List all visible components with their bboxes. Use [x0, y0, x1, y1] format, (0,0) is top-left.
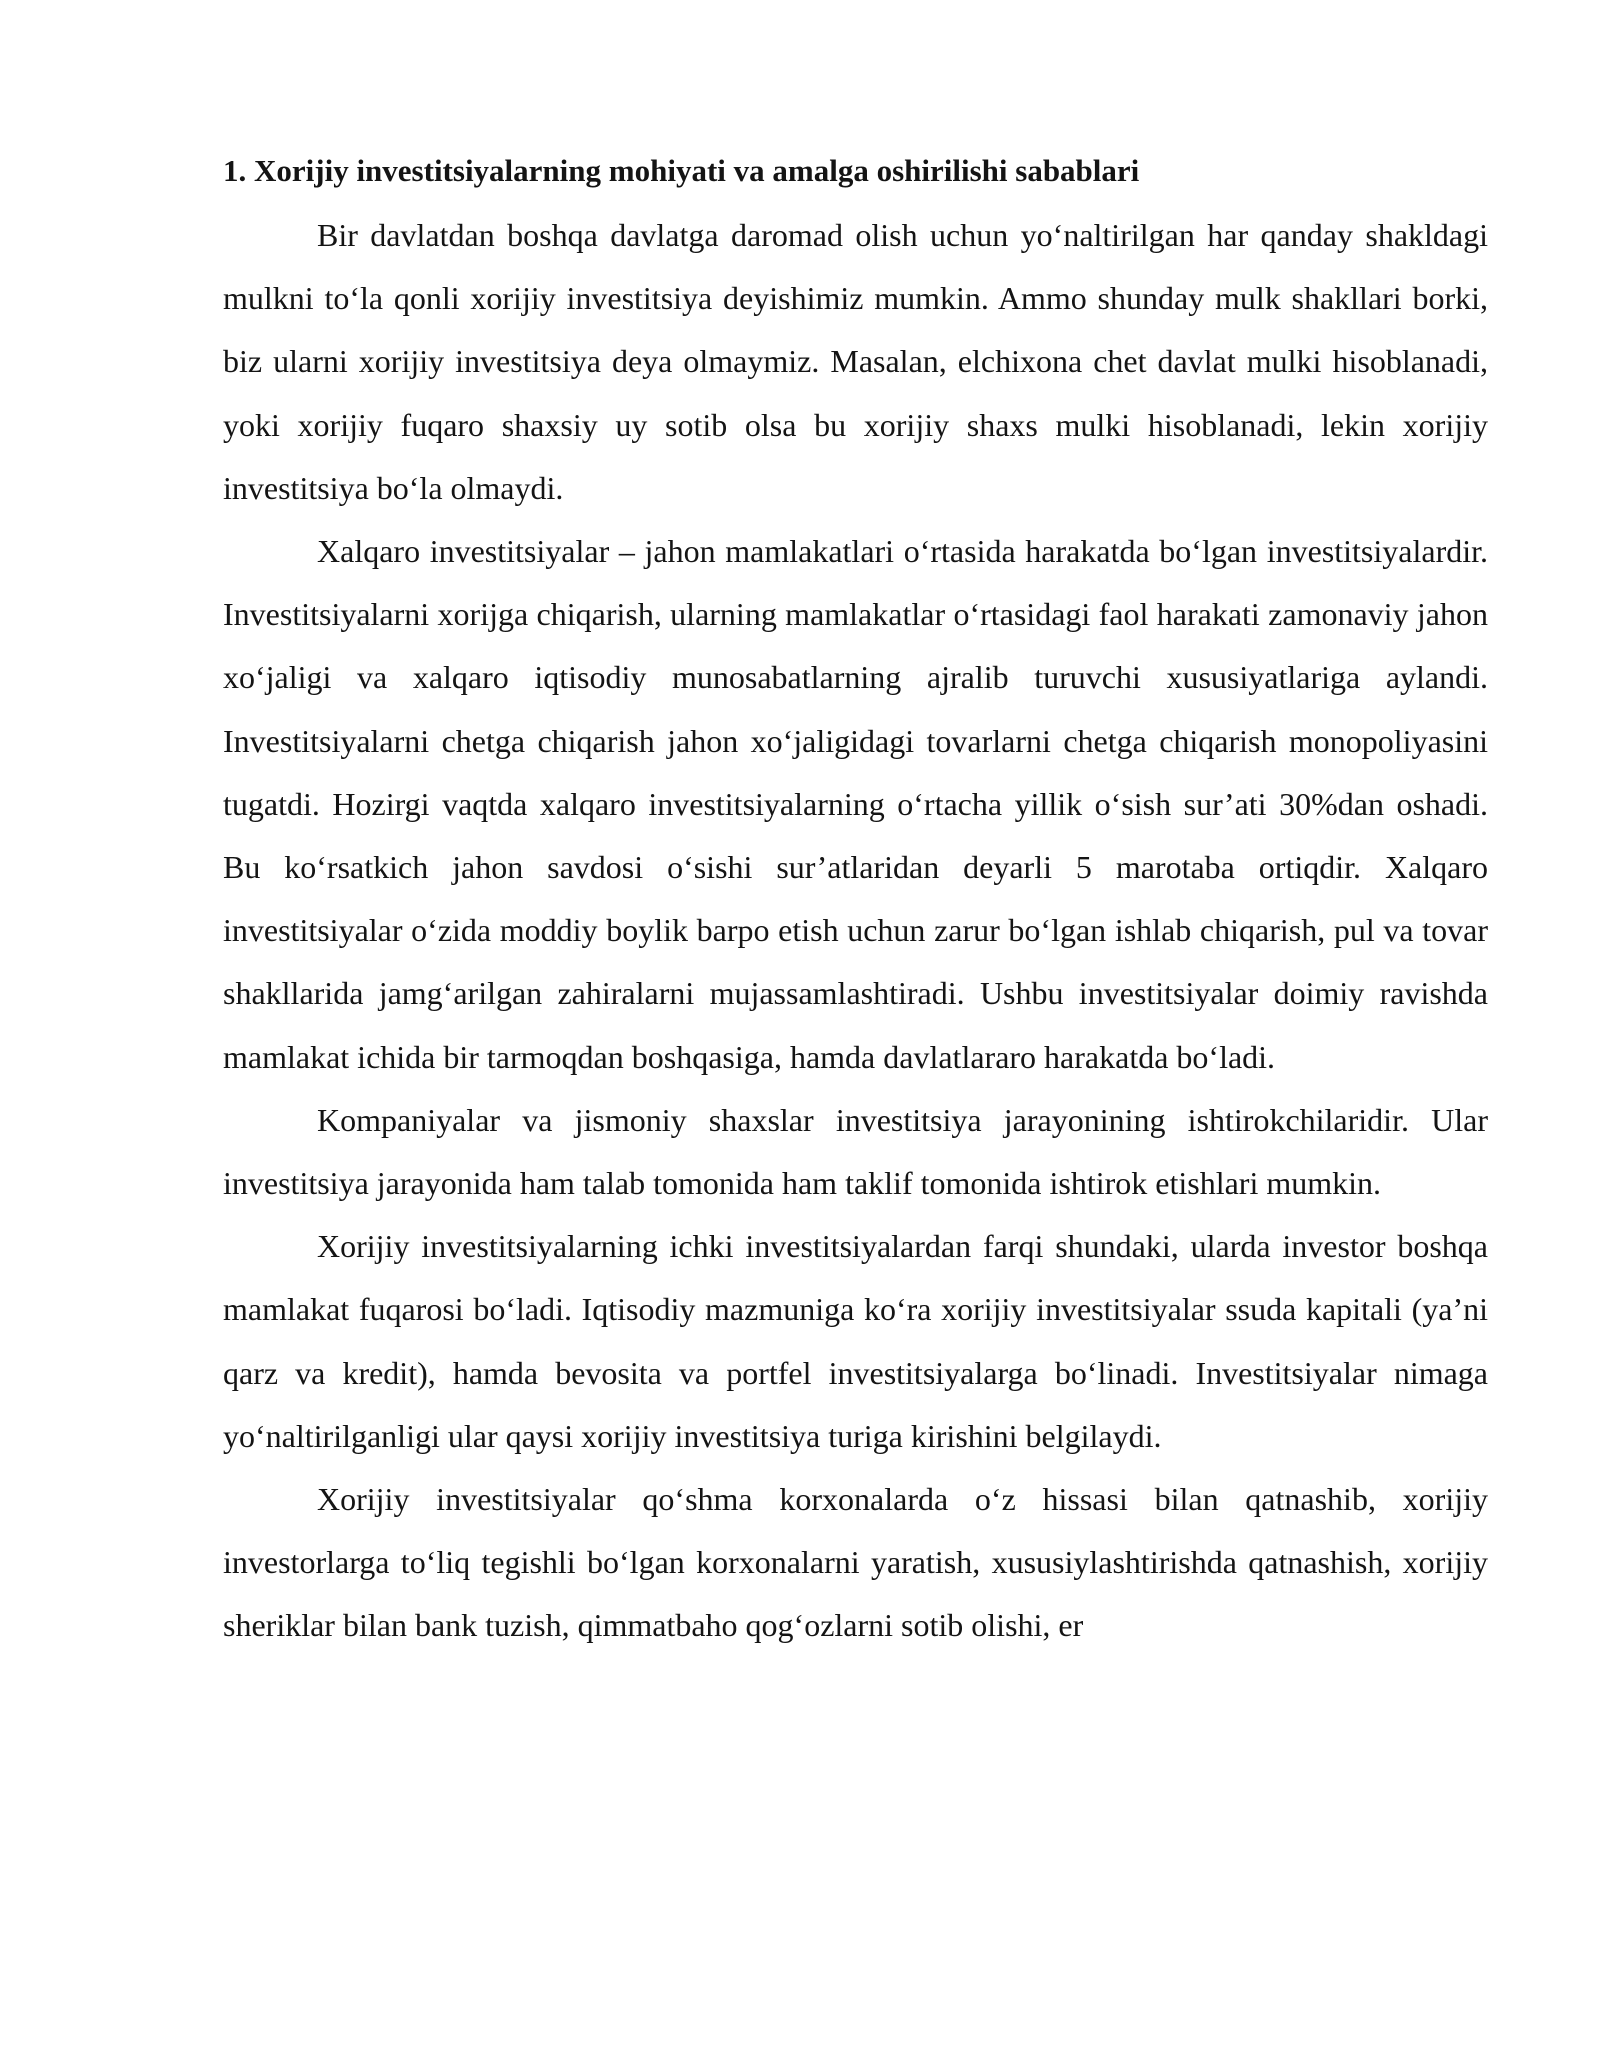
document-page: [223, 150, 1488, 1658]
paragraph-5: Xorijiy investitsiyalar qo‘shma korxonalarda o‘z hissasi bilan qatnashib, xorijiy investorlarga to‘liq tegishli bo‘lgan korxonalarni yaratish, xususiylashtirishda qatnashish, xorijiy sheriklar bilan bank tuzish, qimmatbaho qog‘ozlarni sotib olishi, er: [223, 1481, 1488, 1644]
paragraph-4: Xorijiy investitsiyalarning ichki investitsiyalardan farqi shundaki, ularda investor boshqa mamlakat fuqarosi bo‘ladi. Iqtisodiy mazmuniga ko‘ra xorijiy investitsiyalar ssuda kapitali (ya’ni qarz va kredit), hamda bevosita va portfel investitsiyalarga bo‘linadi. Investitsiyalar nimaga yo‘naltirilganligi ular qaysi xorijiy investitsiya turiga kirishini belgilaydi.: [223, 1228, 1488, 1454]
paragraph-3: Kompaniyalar va jismoniy shaxslar investitsiya jarayonining ishtirokchilaridir. Ular investitsiya jarayonida ham talab tomonida ham taklif tomonida ishtirok etishlari mumkin.: [223, 1101, 1488, 1202]
section-heading: 1. Xorijiy investitsiyalarning mohiyati va amalga oshirilishi sabablari: [223, 153, 1140, 188]
paragraph-2: Xalqaro investitsiyalar – jahon mamlakatlari o‘rtasida harakatda bo‘lgan investitsiyalardir. Investitsiyalarni xorijga chiqarish, ularning mamlakatlar o‘rtasidagi faol harakati zamonaviy jahon xo‘jaligi va xalqaro iqtisodiy munosabatlarning ajralib turuvchi xususiyatlariga aylandi. Investitsiyalarni chetga chiqarish jahon xo‘jaligidagi tovarlarni chetga chiqarish monopoliyasini tugatdi. Hozirgi vaqtda xalqaro investitsiyalarning o‘rtacha yillik o‘sish sur’ati 30%dan oshadi. Bu ko‘rsatkich jahon savdosi o‘sishi sur’atlaridan deyarli 5 marotaba ortiqdir. Xalqaro investitsiyalar o‘zida moddiy boylik barpo etish uchun zarur bo‘lgan ishlab chiqarish, pul va tovar shakllarida jamg‘arilgan zahiralarni mujassamlashtiradi. Ushbu investitsiyalar doimiy ravishda mamlakat ichida bir tarmoqdan boshqasiga, hamda davlatlararo harakatda bo‘ladi.: [223, 533, 1488, 1075]
paragraph-1: Bir davlatdan boshqa davlatga daromad olish uchun yo‘naltirilgan har qanday shakldagi mulkni to‘la qonli xorijiy investitsiya deyishimiz mumkin. Ammo shunday mulk shakllari borki, biz ularni xorijiy investitsiya deya olmaymiz. Masalan, elchixona chet davlat mulki hisoblanadi, yoki xorijiy fuqaro shaxsiy uy sotib olsa bu xorijiy shaxs mulki hisoblanadi, lekin xorijiy investitsiya bo‘la olmaydi.: [223, 217, 1488, 506]
